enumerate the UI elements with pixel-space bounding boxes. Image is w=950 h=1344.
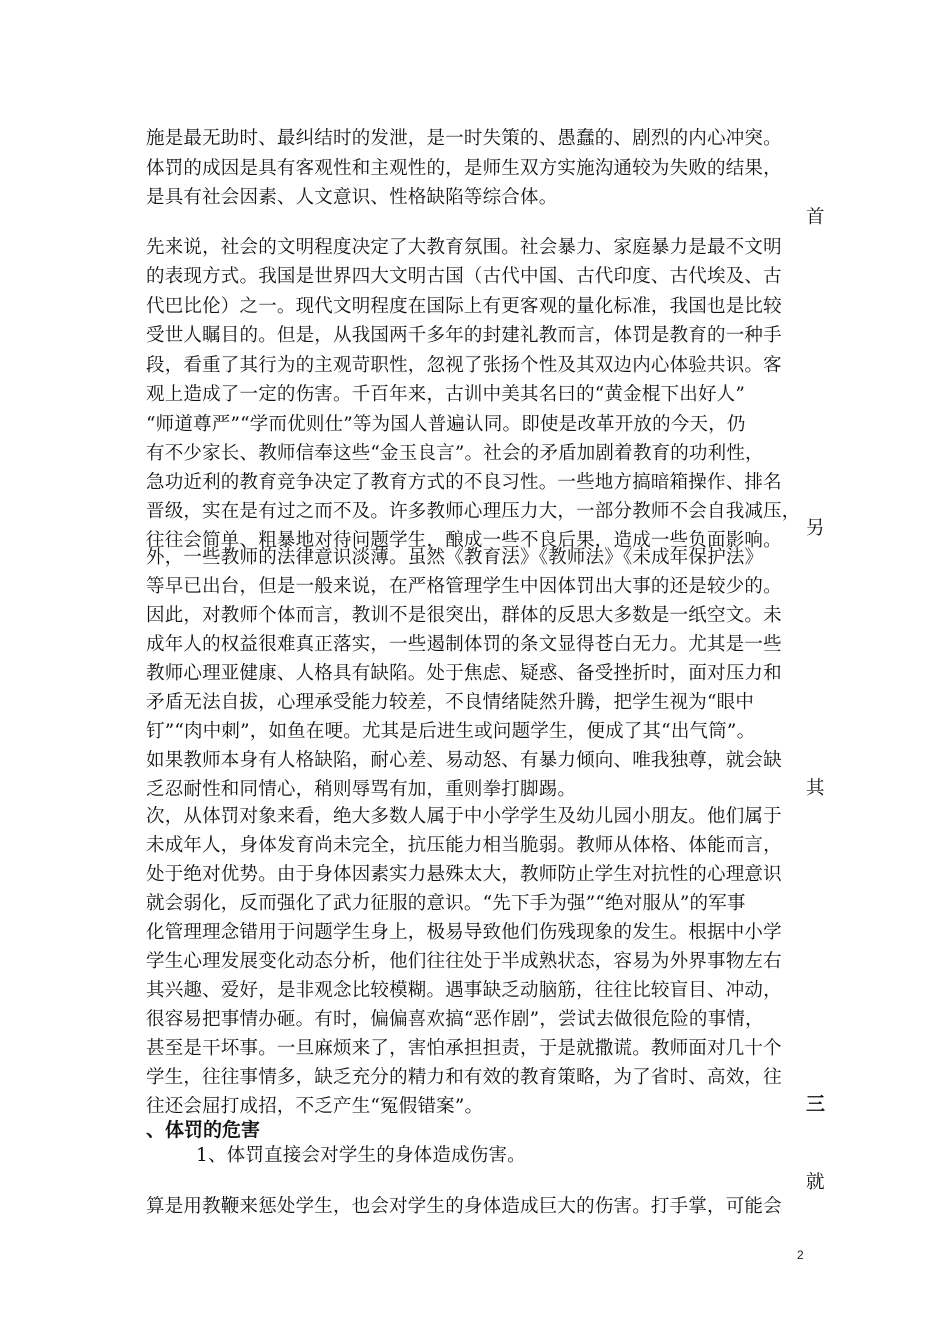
text-line: 观上造成了一定的伤害。千百年来，古训中美其名曰的“黄金棍下出好人”: [146, 384, 746, 405]
text-line: 代巴比伦）之一。现代文明程度在国际上有更客观的量化标准，我国也是比较: [146, 296, 782, 317]
text-line: 处于绝对优势。由于身体因素实力悬殊太大，教师防止学生对抗性的心理意识: [146, 864, 782, 885]
text-line: 乏忍耐性和同情心，稍则辱骂有加，重则拳打脚踢。: [146, 779, 577, 800]
paragraph-start-char: 其: [806, 778, 825, 799]
text-line: 的表现方式。我国是世界四大文明古国（古代中国、古代印度、古代埃及、古: [146, 266, 782, 287]
text-line: 次，从体罚对象来看，绝大多数人属于中小学学生及幼儿园小朋友。他们属于: [146, 806, 782, 827]
text-line: 就会弱化，反而强化了武力征服的意识。“先下手为强”“绝对服从”的军事: [146, 893, 746, 914]
text-line: 体罚的成因是具有客观性和主观性的，是师生双方实施沟通较为失败的结果，: [146, 158, 782, 179]
text-line: 钉”“肉中刺”，如鱼在哽。尤其是后进生或问题学生，便成了其“出气筒”。: [146, 721, 756, 742]
text-line: 教师心理亚健康、人格具有缺陷。处于焦虑、疑惑、备受挫折时，面对压力和: [146, 663, 782, 684]
text-line: 未成年人，身体发育尚未完全，抗压能力相当脆弱。教师从体格、体能而言，: [146, 835, 782, 856]
text-line: 学生心理发展变化动态分析，他们往往处于半成熟状态，容易为外界事物左右: [146, 951, 782, 972]
text-line: 段，看重了其行为的主观苛职性，忽视了张扬个性及其双边内心体验共识。客: [146, 355, 782, 376]
text-line: 如果教师本身有人格缺陷，耐心差、易动怒、有暴力倾向、唯我独尊，就会缺: [146, 750, 782, 771]
text-line: 有不少家长、教师信奉这些“金玉良言”。社会的矛盾加剧着教育的功利性，: [146, 443, 764, 464]
text-line: 往还会屈打成招，不乏产生“冤假错案”。: [146, 1096, 484, 1117]
paragraph-start-char: 另: [806, 518, 825, 539]
text-line: 晋级，实在是有过之而不及。许多教师心理压力大，一部分教师不会自我减压，: [146, 501, 801, 522]
text-line: 化管理理念错用于问题学生身上，极易导致他们伤残现象的发生。根据中小学: [146, 922, 782, 943]
text-line: 算是用教鞭来惩处学生，也会对学生的身体造成巨大的伤害。打手掌，可能会: [146, 1196, 782, 1217]
text-line: 成年人的权益很难真正落实，一些遏制体罚的条文显得苍白无力。尤其是一些: [146, 634, 782, 655]
text-line: 急功近利的教育竞争决定了教育方式的不良习性。一些地方搞暗箱操作、排名: [146, 472, 782, 493]
text-line: 其兴趣、爱好，是非观念比较模糊。遇事缺乏动脑筋，往往比较盲目、冲动，: [146, 980, 782, 1001]
text-line: 矛盾无法自拔，心理承受能力较差，不良情绪陡然升腾，把学生视为“眼中: [146, 692, 755, 713]
heading-number: 三: [806, 1093, 826, 1115]
text-line: 外，一些教师的法律意识淡薄。虽然《教育法》《教师法》《未成年保护法》: [146, 547, 764, 568]
subheading: 1、体罚直接会对学生的身体造成伤害。: [196, 1145, 526, 1166]
page-number: 2: [797, 1248, 804, 1262]
text-line: 学生，往往事情多，缺乏充分的精力和有效的教育策略，为了省时、高效，往: [146, 1067, 782, 1088]
text-line: 往往会简单、粗暴地对待问题学生，酿成一些不良后果，造成一些负面影响。: [146, 530, 782, 551]
text-line: 先来说，社会的文明程度决定了大教育氛围。社会暴力、家庭暴力是最不文明: [146, 237, 782, 258]
paragraph-start-char: 首: [806, 207, 825, 228]
text-line: 甚至是干坏事。一旦麻烦来了，害怕承担担责，于是就撒谎。教师面对几十个: [146, 1038, 782, 1059]
text-line: 等早已出台，但是一般来说，在严格管理学生中因体罚出大事的还是较少的。: [146, 576, 782, 597]
text-line: 很容易把事情办砸。有时，偏偏喜欢搞“恶作剧”，尝试去做很危险的事情，: [146, 1009, 764, 1030]
section-heading: 、体罚的危害: [146, 1119, 261, 1141]
text-line: 因此，对教师个体而言，教训不是很突出，群体的反思大多数是一纸空文。未: [146, 605, 782, 626]
text-line: 是具有社会因素、人文意识、性格缺陷等综合体。: [146, 187, 558, 208]
text-line: 施是最无助时、最纠结时的发泄，是一时失策的、愚蠢的、剧烈的内心冲突。: [146, 128, 782, 149]
text-line: 受世人瞩目的。但是，从我国两千多年的封建礼教而言，体罚是教育的一种手: [146, 325, 782, 346]
paragraph-start-char: 就: [806, 1172, 825, 1193]
text-line: “师道尊严”“学而优则仕”等为国人普遍认同。即使是改革开放的今天，仍: [146, 414, 746, 435]
